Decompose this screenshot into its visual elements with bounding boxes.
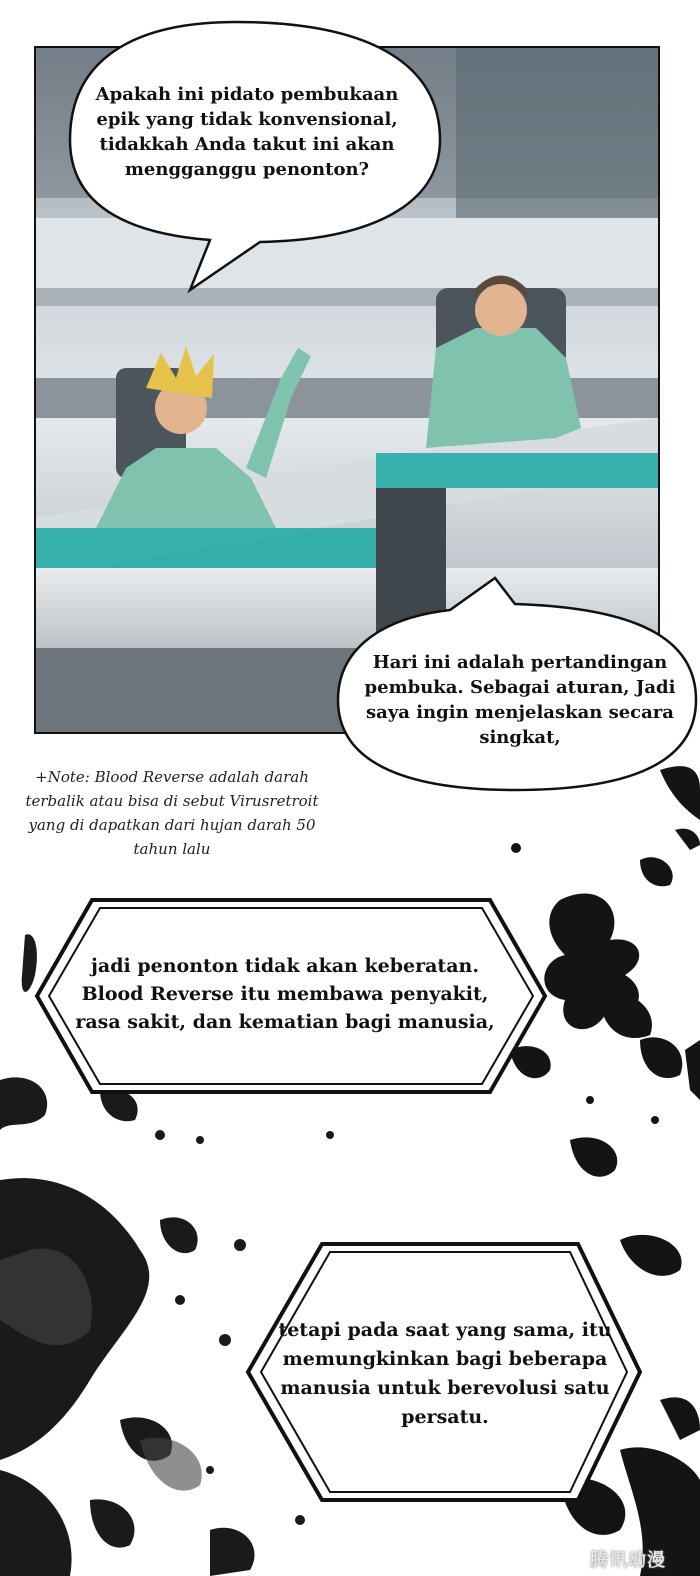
translator-note: +Note: Blood Reverse adalah darah terbalik atau bisa di sebut Virusretroit yang di dapatkan dari hujan darah 50 tahun lalu — [25, 768, 319, 858]
speech-bubble-top-text: Apakah ini pidato pembukaan epik yang tidak konvensional, tidakkah Anda takut ini akan mengganggu penonton? — [95, 84, 399, 180]
speech-bubble-bottom-text: Hari ini adalah pertandingan pembuka. Sebagai aturan, Jadi saya ingin menjelaskan secara singkat, — [364, 652, 676, 748]
narration-box-1-text: jadi penonton tidak akan keberatan. Blood Reverse itu membawa penyakit, rasa sakit, dan kematian bagi manusia, — [75, 955, 495, 1033]
narration-box-2-text: tetapi pada saat yang sama, itu memungkinkan bagi beberapa manusia untuk berevolusi satu persatu. — [278, 1319, 612, 1428]
watermark-logo: 腾讯动漫 — [590, 1550, 666, 1571]
